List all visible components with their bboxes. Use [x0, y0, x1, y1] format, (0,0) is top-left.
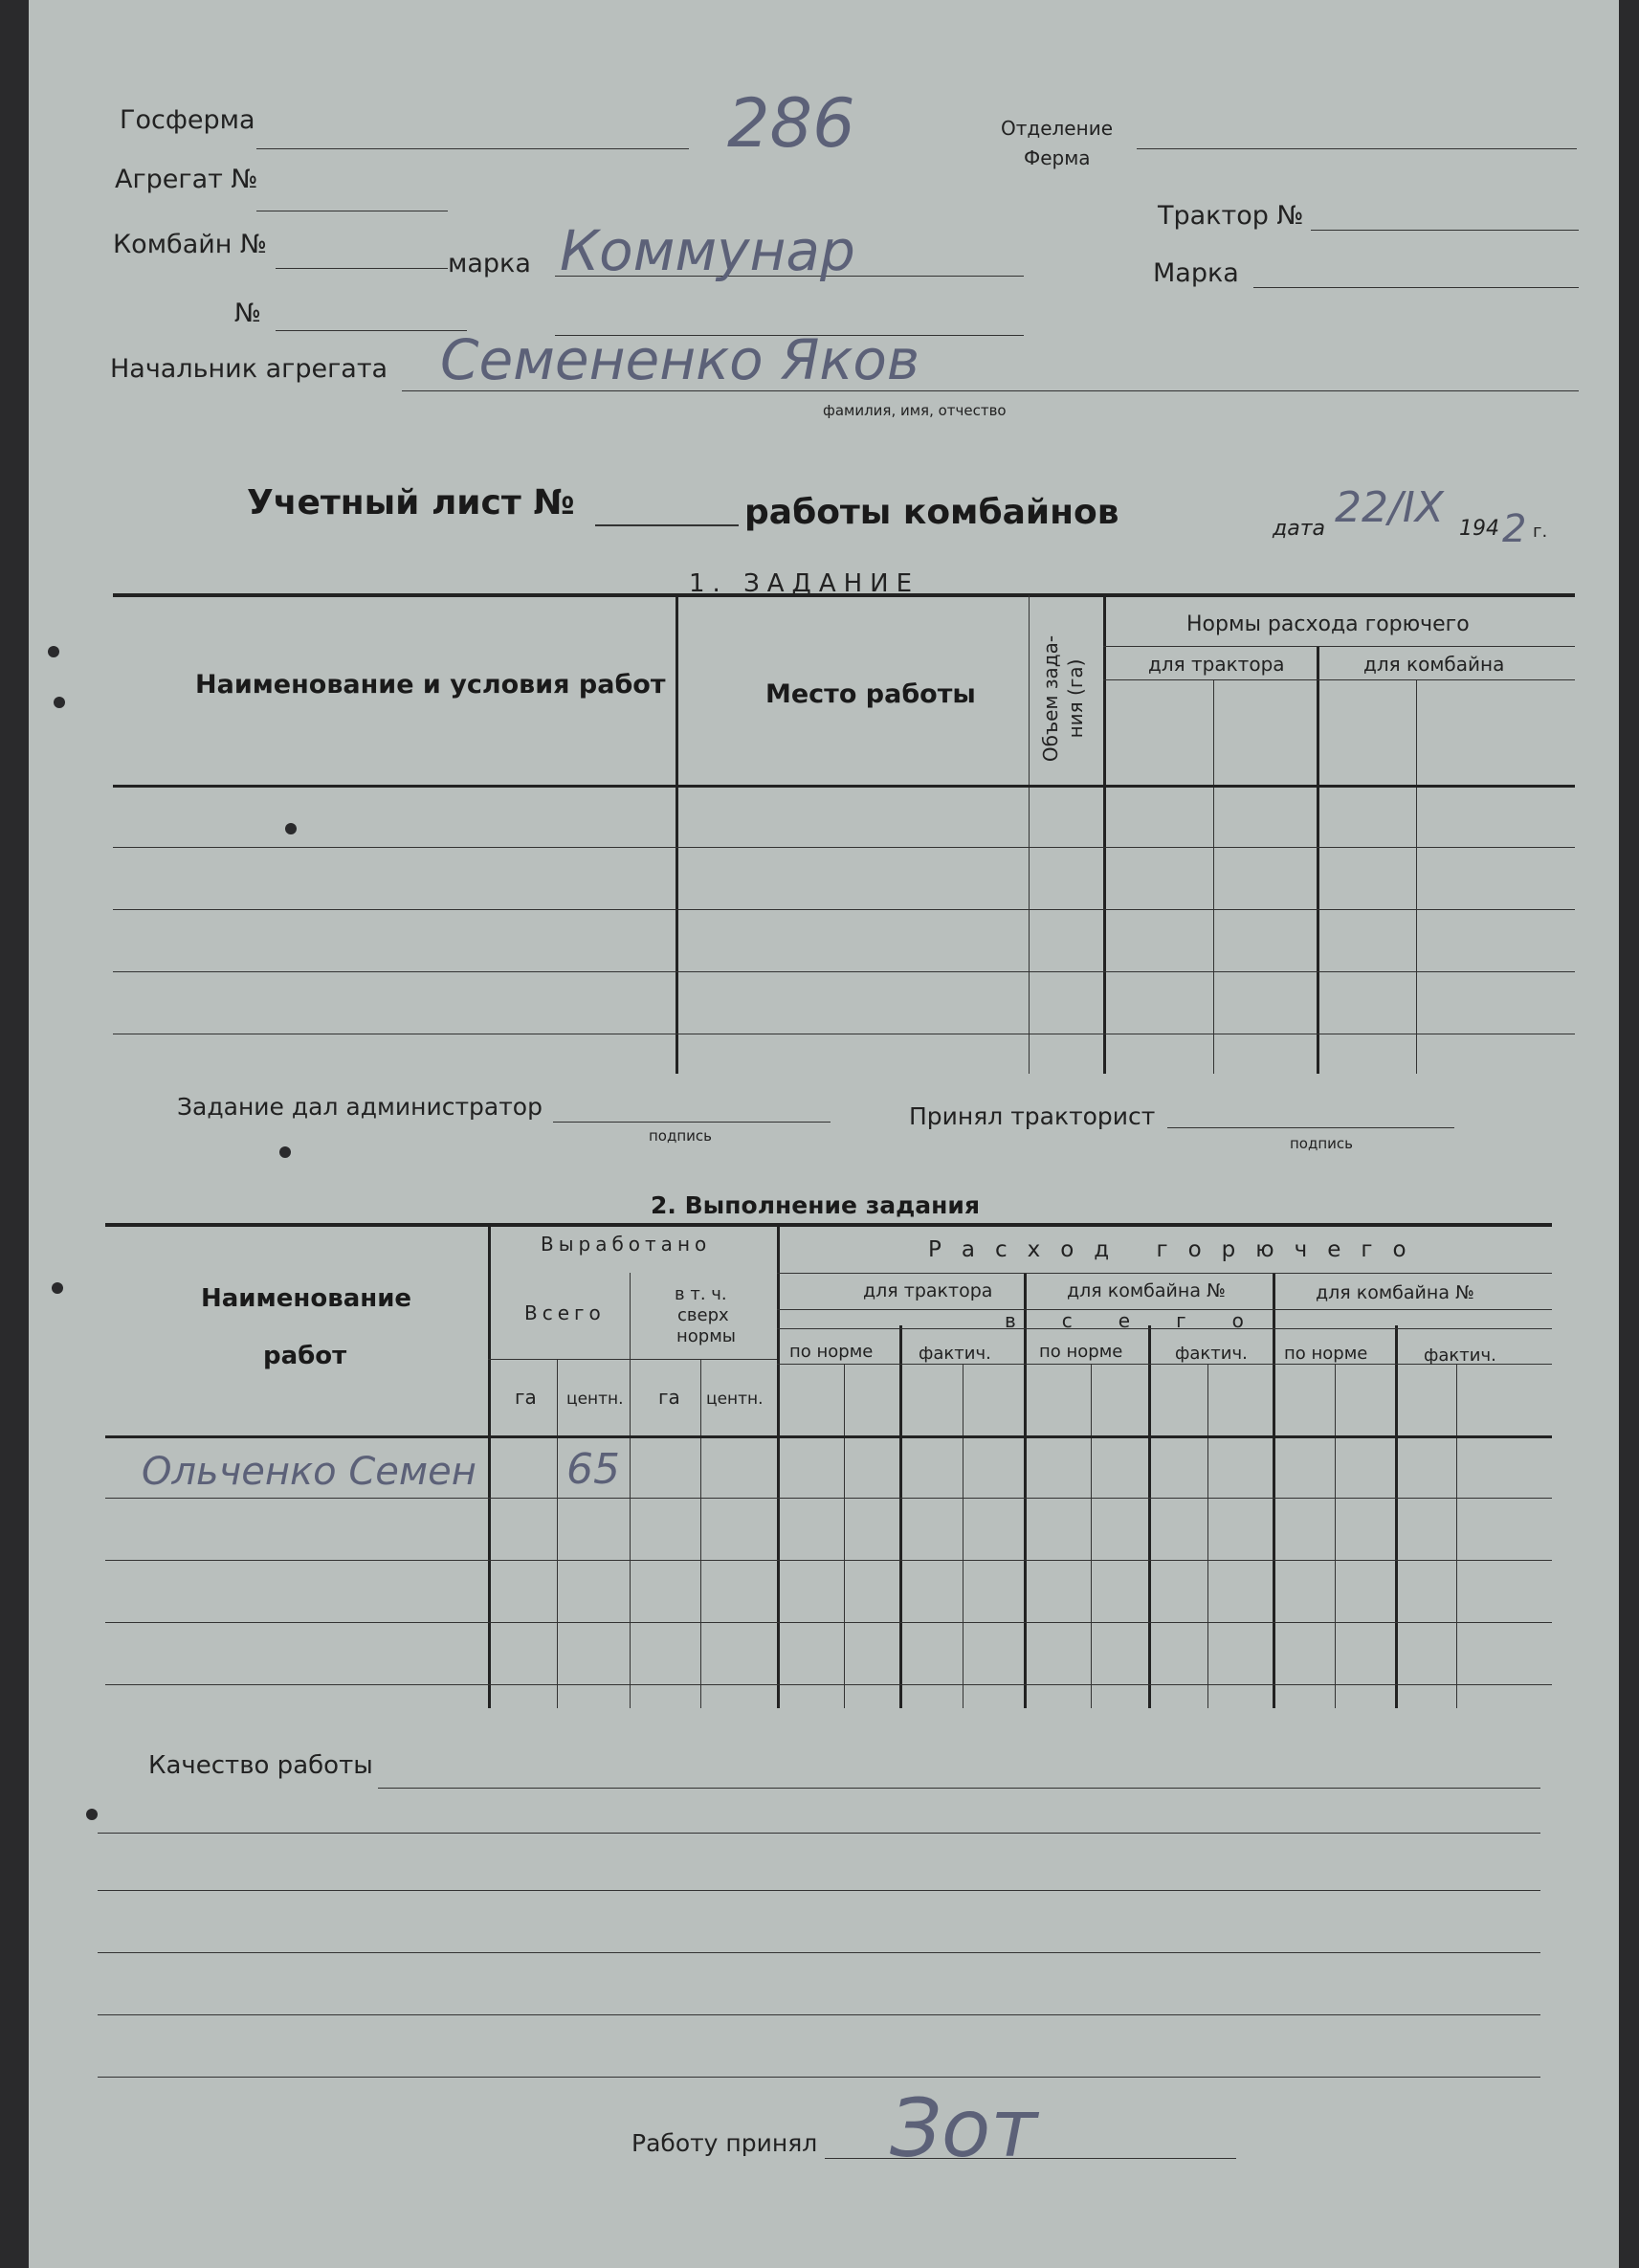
- s1-col-volume: Объем зада- ния (га): [1039, 634, 1087, 763]
- s2-unit-centn-2: центн.: [706, 1390, 764, 1409]
- marka-handwritten: Коммунар: [560, 218, 855, 283]
- page-title-right: работы комбайнов: [744, 493, 1119, 532]
- s1-col-name: Наименование и условия работ: [195, 670, 666, 700]
- s2-unit-centn-1: центн.: [566, 1390, 624, 1409]
- s2-col-vyrabotano: Выработано: [541, 1233, 712, 1256]
- kachestvo-label: Качество работы: [148, 1751, 373, 1780]
- year-handwritten: 2: [1502, 507, 1527, 551]
- marka-label: марка: [448, 249, 531, 278]
- section2-title: 2. Выполнение задания: [651, 1191, 980, 1219]
- s2-col-vtch-1: в т. ч.: [675, 1284, 727, 1304]
- kombain-label: Комбайн №: [113, 230, 268, 259]
- s2-sub-po-norme-1: по норме: [789, 1342, 874, 1362]
- rabotu-prinyal-label: Работу принял: [631, 2129, 818, 2157]
- signature-caption-2: подпись: [1290, 1135, 1353, 1152]
- punch-hole: [52, 1282, 63, 1294]
- signature-caption-1: подпись: [649, 1127, 712, 1145]
- second-number-label: №: [234, 299, 262, 328]
- year-suffix: г.: [1533, 522, 1548, 542]
- form-sheet: [29, 0, 1619, 2268]
- s2-unit-ga-1: га: [515, 1386, 537, 1409]
- s2-sub-faktich-1: фактич.: [919, 1344, 991, 1364]
- fio-caption: фамилия, имя, отчество: [823, 402, 1007, 419]
- zadanie-dal-label: Задание дал администратор: [177, 1093, 543, 1121]
- s2-row1-centn: 65: [566, 1445, 620, 1494]
- accepted-signature: Зот: [890, 2081, 1038, 2175]
- s2-col-name-1: Наименование: [201, 1284, 412, 1313]
- s2-sub-faktich-3: фактич.: [1424, 1345, 1496, 1366]
- s2-col-rashod: Расход горючего: [928, 1237, 1427, 1262]
- date-label: дата: [1273, 517, 1325, 541]
- year-label: 194: [1459, 517, 1499, 541]
- s1-col-tractor: для трактора: [1148, 653, 1285, 676]
- s2-unit-ga-2: га: [658, 1386, 680, 1409]
- agregat-label: Агрегат №: [115, 165, 258, 194]
- s2-col-vtch-2: сверх: [677, 1305, 729, 1325]
- prinyal-traktorist-label: Принял тракторист: [909, 1102, 1156, 1130]
- s2-col-dlya-kombaina-2: для комбайна №: [1316, 1282, 1474, 1303]
- date-handwritten: 22/IX: [1335, 483, 1444, 532]
- s1-col-norms: Нормы расхода горючего: [1186, 612, 1470, 636]
- punch-hole: [279, 1146, 291, 1158]
- s2-col-vtch-3: нормы: [676, 1326, 736, 1346]
- marka-right-label: Марка: [1153, 258, 1239, 288]
- s2-col-vsego-spaced: всего: [1005, 1309, 1290, 1332]
- s2-col-dlya-traktora: для трактора: [863, 1280, 993, 1301]
- otdelenie-label: Отделение: [1001, 117, 1113, 140]
- punch-hole: [86, 1809, 98, 1820]
- s1-col-place: Место работы: [765, 679, 976, 709]
- s2-col-vsego: Всего: [524, 1301, 606, 1324]
- s2-sub-po-norme-2: по норме: [1039, 1342, 1123, 1362]
- s2-sub-faktich-2: фактич.: [1175, 1344, 1248, 1364]
- section1-title: 1. ЗАДАНИЕ: [689, 569, 920, 598]
- page-title-left: Учетный лист №: [247, 483, 575, 523]
- form-number-handwritten: 286: [727, 84, 855, 163]
- punch-hole: [285, 823, 297, 834]
- s1-col-combine: для комбайна: [1363, 653, 1505, 676]
- s2-row1-name: Ольченко Семен: [142, 1450, 476, 1494]
- ferma-label: Ферма: [1024, 146, 1091, 169]
- gosferma-label: Госферма: [120, 105, 255, 135]
- nachalnik-label: Начальник агрегата: [110, 354, 388, 384]
- traktor-label: Трактор №: [1158, 201, 1304, 231]
- s2-col-name-2: работ: [263, 1342, 347, 1370]
- s2-col-dlya-kombaina-1: для комбайна №: [1067, 1280, 1226, 1301]
- punch-hole: [48, 646, 59, 657]
- punch-hole: [54, 697, 65, 708]
- s2-sub-po-norme-3: по норме: [1284, 1344, 1368, 1364]
- nachalnik-handwritten: Семененко Яков: [440, 327, 920, 392]
